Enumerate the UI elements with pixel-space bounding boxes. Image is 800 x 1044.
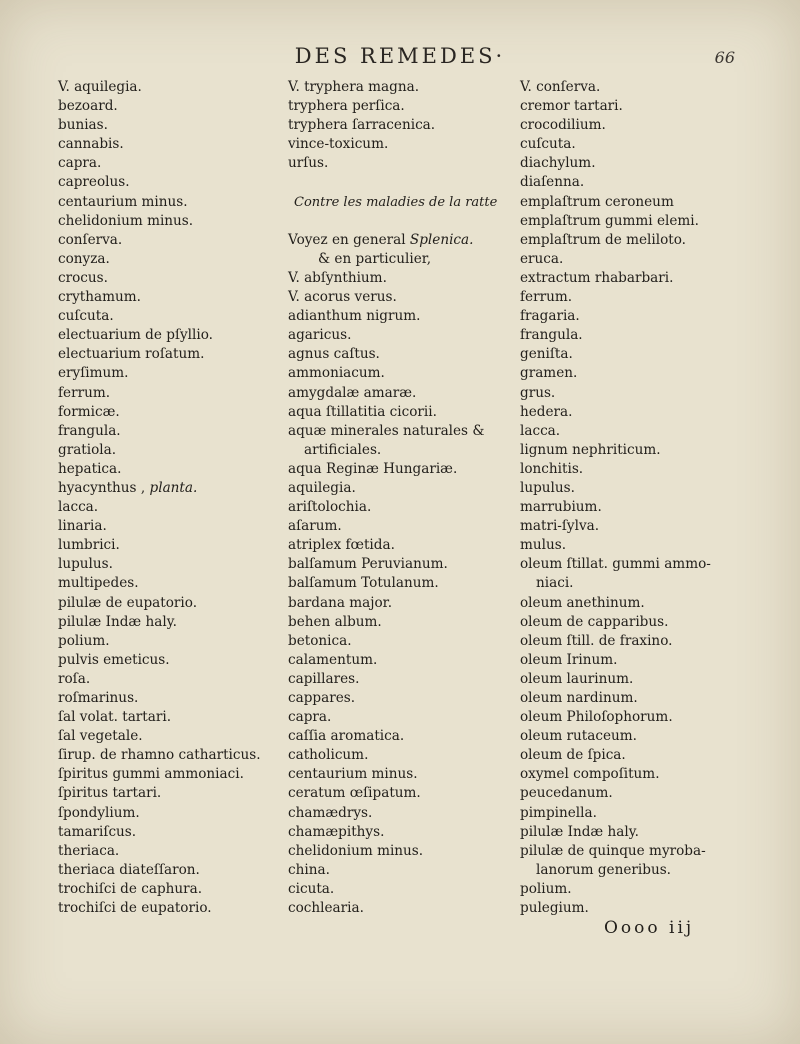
- see-also-continuation: & en particulier,: [318, 250, 432, 267]
- list-item: bardana major.: [288, 594, 393, 611]
- list-item: vince-toxicum.: [288, 136, 389, 153]
- list-item: chamædrys.: [288, 804, 373, 821]
- list-item: oleum rutaceum.: [520, 728, 637, 745]
- list-item: oleum anethinum.: [520, 594, 645, 611]
- list-item: polium.: [520, 880, 572, 897]
- list-item: oleum ſtill. de fraxino.: [520, 632, 673, 649]
- column-2: [288, 78, 523, 918]
- see-also-prefix: Voyez en general: [288, 231, 406, 248]
- list-item: fragaria.: [520, 308, 580, 325]
- list-item: chelidonium minus.: [288, 842, 424, 859]
- list-item: lignum nephriticum.: [520, 441, 661, 458]
- list-item: cuſcuta.: [58, 308, 114, 325]
- list-item: lupulus.: [520, 479, 575, 496]
- section-heading: Contre les maladies de la ratte: [294, 194, 498, 210]
- list-item: peucedanum.: [520, 785, 613, 802]
- list-item: ſpiritus gummi ammoniaci.: [58, 766, 244, 783]
- list-item-continuation: lanorum generibus.: [536, 861, 672, 878]
- list-item: electuarium roſatum.: [58, 346, 205, 363]
- list-item: oleum de capparibus.: [520, 613, 669, 630]
- list-item: capillares.: [288, 670, 360, 687]
- list-item: V. tryphera magna.: [288, 79, 420, 95]
- list-item: marrubium.: [520, 499, 602, 516]
- list-item: crythamum.: [58, 289, 141, 306]
- list-item: urſus.: [288, 155, 329, 172]
- list-item: V. conſerva.: [520, 79, 601, 95]
- list-item: oxymel compoſitum.: [520, 766, 660, 783]
- see-also-reference: Splenica.: [409, 231, 474, 248]
- signature-mark: Oooo iij: [604, 918, 695, 938]
- list-item: electuarium de pſyllio.: [58, 327, 213, 344]
- list-item: oleum de ſpica.: [520, 747, 626, 764]
- list-item: conyza.: [58, 250, 110, 267]
- list-item: aqua ſtillatitia cicorii.: [288, 403, 437, 420]
- list-item: oleum Irinum.: [520, 651, 618, 668]
- list-item: ſal volat. tartari.: [58, 709, 172, 726]
- list-item: aquæ minerales naturales &: [288, 422, 485, 439]
- list-item: oleum nardinum.: [520, 690, 638, 706]
- list-item: emplaſtrum ceroneum: [520, 193, 674, 210]
- list-item: amygdalæ amaræ.: [288, 384, 417, 401]
- list-item: capra.: [288, 709, 332, 726]
- list-item: ſirup. de rhamno catharticus.: [58, 747, 261, 764]
- list-item: aqua Reginæ Hungariæ.: [288, 460, 458, 477]
- list-item: theriaca.: [58, 842, 120, 859]
- list-item: agaricus.: [288, 327, 352, 344]
- list-item: V. acorus verus.: [288, 289, 397, 306]
- list-item: bunias.: [58, 117, 108, 134]
- list-item: lonchitis.: [520, 460, 584, 477]
- list-item: china.: [288, 861, 330, 878]
- list-item: betonica.: [288, 632, 352, 649]
- list-item: aſarum.: [288, 518, 342, 535]
- list-item: diaſenna.: [520, 174, 585, 191]
- list-item: pulegium.: [520, 900, 589, 917]
- list-item: pilulæ Indæ haly.: [58, 613, 177, 630]
- list-item: geniſta.: [520, 346, 573, 363]
- list-item: multipedes.: [58, 575, 139, 592]
- list-item: ſpondylium.: [58, 804, 140, 821]
- list-item: ſal vegetale.: [58, 728, 143, 745]
- list-item: atriplex fœtida.: [288, 537, 395, 554]
- list-item: hepatica.: [58, 460, 122, 477]
- list-item: conſerva.: [58, 231, 123, 248]
- list-item: chelidonium minus.: [58, 212, 194, 229]
- list-item: cremor tartari.: [520, 98, 623, 115]
- list-item: cappares.: [288, 690, 356, 706]
- list-item: mulus.: [520, 537, 567, 554]
- running-title: DES REMEDES·: [294, 44, 506, 68]
- list-item: crocus.: [58, 269, 108, 286]
- list-item: lumbrici.: [58, 537, 120, 554]
- list-item: eryſimum.: [58, 365, 129, 382]
- list-item: ferrum.: [58, 384, 111, 401]
- list-item: tryphera perſica.: [288, 98, 405, 115]
- page-number: 66: [714, 48, 735, 67]
- list-item: balſamum Peruvianum.: [288, 556, 448, 573]
- list-item: trochiſci de eupatorio.: [58, 900, 212, 917]
- list-item: oleum Philoſophorum.: [520, 709, 673, 726]
- list-item: oleum laurinum.: [520, 670, 634, 687]
- list-item: ferrum.: [520, 289, 573, 306]
- list-item: centaurium minus.: [288, 766, 418, 783]
- spacer: [288, 212, 523, 231]
- list-item: ſpiritus tartari.: [58, 785, 162, 802]
- list-item: pilulæ Indæ haly.: [520, 823, 639, 840]
- list-item: trochiſci de caphura.: [58, 880, 203, 897]
- list-item: V. aquilegia.: [58, 79, 142, 95]
- list-item: frangula.: [520, 327, 583, 344]
- list-item: crocodilium.: [520, 117, 606, 134]
- list-item: pulvis emeticus.: [58, 651, 170, 668]
- list-item: ammoniacum.: [288, 365, 385, 382]
- list-item: roſmarinus.: [58, 690, 139, 706]
- list-item: capreolus.: [58, 174, 130, 191]
- list-item: agnus caſtus.: [288, 346, 380, 363]
- list-item: caſſia aromatica.: [288, 728, 405, 745]
- see-also-line: [288, 231, 523, 250]
- list-item: aquilegia.: [288, 479, 356, 496]
- list-item: lacca.: [58, 499, 99, 516]
- list-item: V. abſynthium.: [288, 269, 387, 286]
- list-item-continuation: artificiales.: [304, 441, 382, 458]
- list-item: frangula.: [58, 422, 121, 439]
- list-item: extractum rhabarbari.: [520, 269, 674, 286]
- list-item: emplaſtrum gummi elemi.: [520, 212, 699, 229]
- list-item: emplaſtrum de meliloto.: [520, 231, 687, 248]
- list-item: ceratum œſipatum.: [288, 785, 421, 802]
- italic-annotation: planta.: [149, 479, 198, 496]
- list-item: tryphera ſarracenica.: [288, 117, 436, 134]
- column-1: [58, 78, 288, 918]
- list-item: eruca.: [520, 250, 564, 267]
- list-item: tamariſcus.: [58, 823, 137, 840]
- list-item: gratiola.: [58, 441, 117, 458]
- list-item: lacca.: [520, 422, 561, 439]
- list-item: lupulus.: [58, 556, 113, 573]
- list-item: catholicum.: [288, 747, 369, 764]
- list-item: [58, 479, 288, 498]
- list-item: cannabis.: [58, 136, 124, 153]
- list-item: behen album.: [288, 613, 382, 630]
- list-item: centaurium minus.: [58, 193, 188, 210]
- list-item: calamentum.: [288, 651, 378, 668]
- list-item: bezoard.: [58, 98, 118, 115]
- list-item: pimpinella.: [520, 804, 597, 821]
- list-item: gramen.: [520, 365, 578, 382]
- list-item: cochlearia.: [288, 900, 364, 917]
- list-item: theriaca diateſſaron.: [58, 861, 200, 878]
- list-item: pilulæ de quinque myroba-: [520, 842, 706, 859]
- list-item: linaria.: [58, 518, 107, 535]
- list-item: cuſcuta.: [520, 136, 576, 153]
- column-3: [520, 78, 760, 918]
- list-item-continuation: niaci.: [536, 575, 574, 592]
- list-item: ariſtolochia.: [288, 499, 372, 516]
- list-item: oleum ſtillat. gummi ammo-: [520, 556, 711, 573]
- list-item: hedera.: [520, 403, 573, 420]
- list-item: roſa.: [58, 670, 91, 687]
- list-item: grus.: [520, 384, 556, 401]
- list-item: formicæ.: [58, 403, 120, 420]
- spacer: [288, 173, 523, 192]
- item-text: hyacynthus ,: [58, 479, 146, 496]
- list-item: pilulæ de eupatorio.: [58, 594, 198, 611]
- list-item: cicuta.: [288, 880, 335, 897]
- list-item: polium.: [58, 632, 110, 649]
- list-item: matri-ſylva.: [520, 518, 600, 535]
- page-header: [0, 44, 800, 74]
- list-item: diachylum.: [520, 155, 596, 172]
- list-item: chamæpithys.: [288, 823, 385, 840]
- list-item: capra.: [58, 155, 102, 172]
- list-item: balſamum Totulanum.: [288, 575, 439, 592]
- list-item: adianthum nigrum.: [288, 308, 421, 325]
